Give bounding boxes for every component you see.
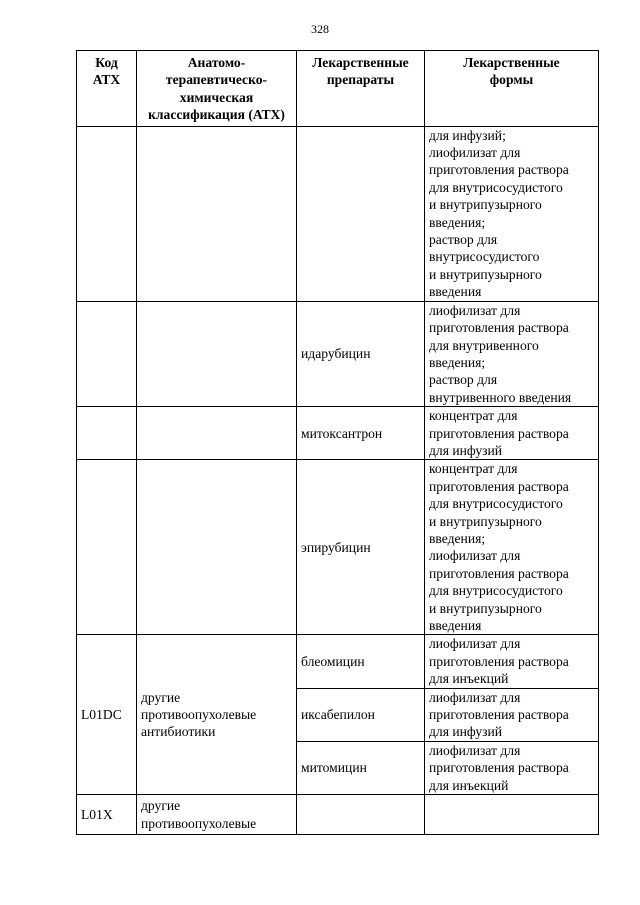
header-code: Код АТХ bbox=[77, 51, 137, 127]
classification-cell-empty bbox=[137, 301, 297, 406]
classification-cell: другие противоопухолевые антибиотики bbox=[137, 635, 297, 795]
atx-code-cell: L01DC bbox=[77, 635, 137, 795]
table-header-row bbox=[77, 51, 599, 127]
drug-cell: идарубицин bbox=[297, 301, 425, 406]
forms-cell: лиофилизат для приготовления раствора для инфузий bbox=[425, 688, 599, 741]
atx-table bbox=[76, 50, 599, 835]
drug-cell: эпирубицин bbox=[297, 460, 425, 635]
forms-cell: лиофилизат для приготовления раствора для инъекций bbox=[425, 635, 599, 688]
table-row bbox=[77, 460, 599, 635]
code-cell-empty bbox=[77, 407, 137, 460]
table-row bbox=[77, 407, 599, 460]
forms-cell: концентрат для приготовления раствора для инфузий bbox=[425, 407, 599, 460]
atx-code-cell: L01X bbox=[77, 795, 137, 835]
forms-cell: концентрат для приготовления раствора для внутрисосудистого и внутрипузырного введения; лиофилизат для приготовления раствора для внутрисосудистого и внутрипузырного введения bbox=[425, 460, 599, 635]
code-cell-empty bbox=[77, 460, 137, 635]
forms-cell: лиофилизат для приготовления раствора для внутривенного введения; раствор для внутривенного введения bbox=[425, 301, 599, 406]
drug-cell: иксабепилон bbox=[297, 688, 425, 741]
forms-cell-empty bbox=[425, 795, 599, 835]
code-cell-empty bbox=[77, 126, 137, 301]
header-forms: Лекарственные формы bbox=[425, 51, 599, 127]
forms-cell: лиофилизат для приготовления раствора для инъекций bbox=[425, 741, 599, 794]
header-drugs: Лекарственные препараты bbox=[297, 51, 425, 127]
drug-cell: блеомицин bbox=[297, 635, 425, 688]
table-row bbox=[77, 301, 599, 406]
table-row bbox=[77, 795, 599, 835]
table-row bbox=[77, 635, 599, 688]
drug-cell: митомицин bbox=[297, 741, 425, 794]
code-cell-empty bbox=[77, 301, 137, 406]
drug-cell: митоксантрон bbox=[297, 407, 425, 460]
table-row bbox=[77, 126, 599, 301]
header-classification: Анатомо- терапевтическо- химическая классификация (АТХ) bbox=[137, 51, 297, 127]
classification-cell-empty bbox=[137, 407, 297, 460]
drug-cell-empty bbox=[297, 126, 425, 301]
classification-cell: другие противоопухолевые bbox=[137, 795, 297, 835]
classification-cell-empty bbox=[137, 126, 297, 301]
classification-cell-empty bbox=[137, 460, 297, 635]
forms-cell: для инфузий; лиофилизат для приготовления раствора для внутрисосудистого и внутрипузырного введения; раствор для внутрисосудистого и внутрипузырного введения bbox=[425, 126, 599, 301]
drug-cell-empty bbox=[297, 795, 425, 835]
page-number: 328 bbox=[311, 22, 329, 36]
